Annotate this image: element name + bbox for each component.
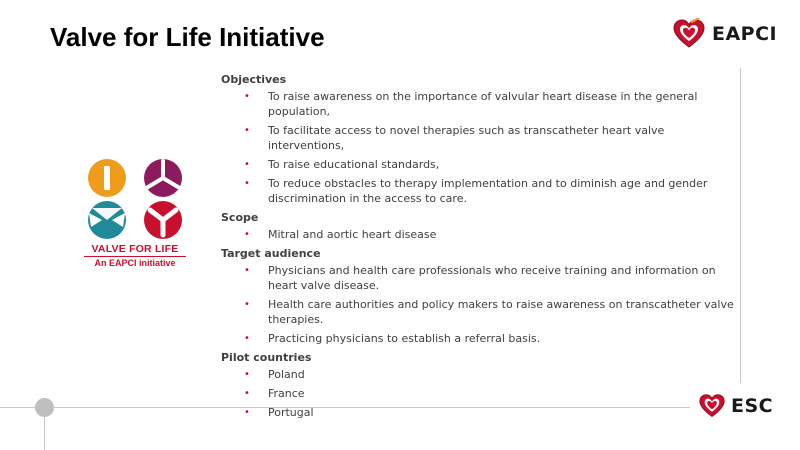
bullet-list bbox=[221, 263, 741, 346]
esc-brand bbox=[698, 393, 773, 419]
content-body bbox=[221, 72, 741, 424]
eapci-brand bbox=[672, 18, 777, 50]
list-item: • Mitral and aortic heart disease bbox=[268, 227, 741, 242]
logo-title: VALVE FOR LIFE bbox=[91, 243, 179, 255]
list-item: • Health care authorities and policy makers to raise awareness on transcatheter valve therapies. bbox=[268, 297, 741, 327]
slide-title: Valve for Life Initiative bbox=[50, 22, 325, 52]
list-item: • To raise awareness on the importance of valvular heart disease in the general population, bbox=[268, 89, 741, 119]
valve-for-life-emblem-icon bbox=[80, 158, 190, 240]
bullet-list bbox=[221, 89, 741, 206]
logo-rule bbox=[84, 256, 186, 257]
list-item: • To reduce obstacles to therapy implementation and to diminish age and gender discrimination in the access to care. bbox=[268, 176, 741, 206]
section-heading: Target audience bbox=[221, 247, 321, 260]
decorative-dot bbox=[35, 398, 54, 417]
section-target-audience bbox=[221, 246, 741, 346]
section-heading: Objectives bbox=[221, 73, 287, 86]
list-item: • Practicing physicians to establish a referral basis. bbox=[268, 331, 741, 346]
heart-logo-icon bbox=[672, 18, 706, 50]
list-item: • Poland bbox=[268, 367, 741, 382]
section-heading: Pilot countries bbox=[221, 351, 312, 364]
heart-logo-icon bbox=[698, 393, 726, 419]
esc-wordmark: ESC bbox=[731, 395, 774, 417]
list-item: • To facilitate access to novel therapies such as transcatheter heart valve interventions, bbox=[268, 123, 741, 153]
bullet-list bbox=[221, 367, 741, 420]
list-item: • Physicians and health care professionals who receive training and information on heart valve disease. bbox=[268, 263, 741, 293]
list-item: • France bbox=[268, 386, 741, 401]
section-pilot-countries bbox=[221, 350, 741, 420]
logo-subtitle: An EAPCI initiative bbox=[94, 258, 176, 268]
section-scope bbox=[221, 210, 741, 242]
eapci-wordmark: EAPCI bbox=[712, 23, 778, 45]
section-objectives bbox=[221, 72, 741, 206]
section-heading: Scope bbox=[221, 211, 259, 224]
valve-for-life-logo bbox=[80, 158, 190, 268]
list-item: • Portugal bbox=[268, 405, 741, 420]
bullet-list bbox=[221, 227, 741, 242]
list-item: • To raise educational standards, bbox=[268, 157, 741, 172]
